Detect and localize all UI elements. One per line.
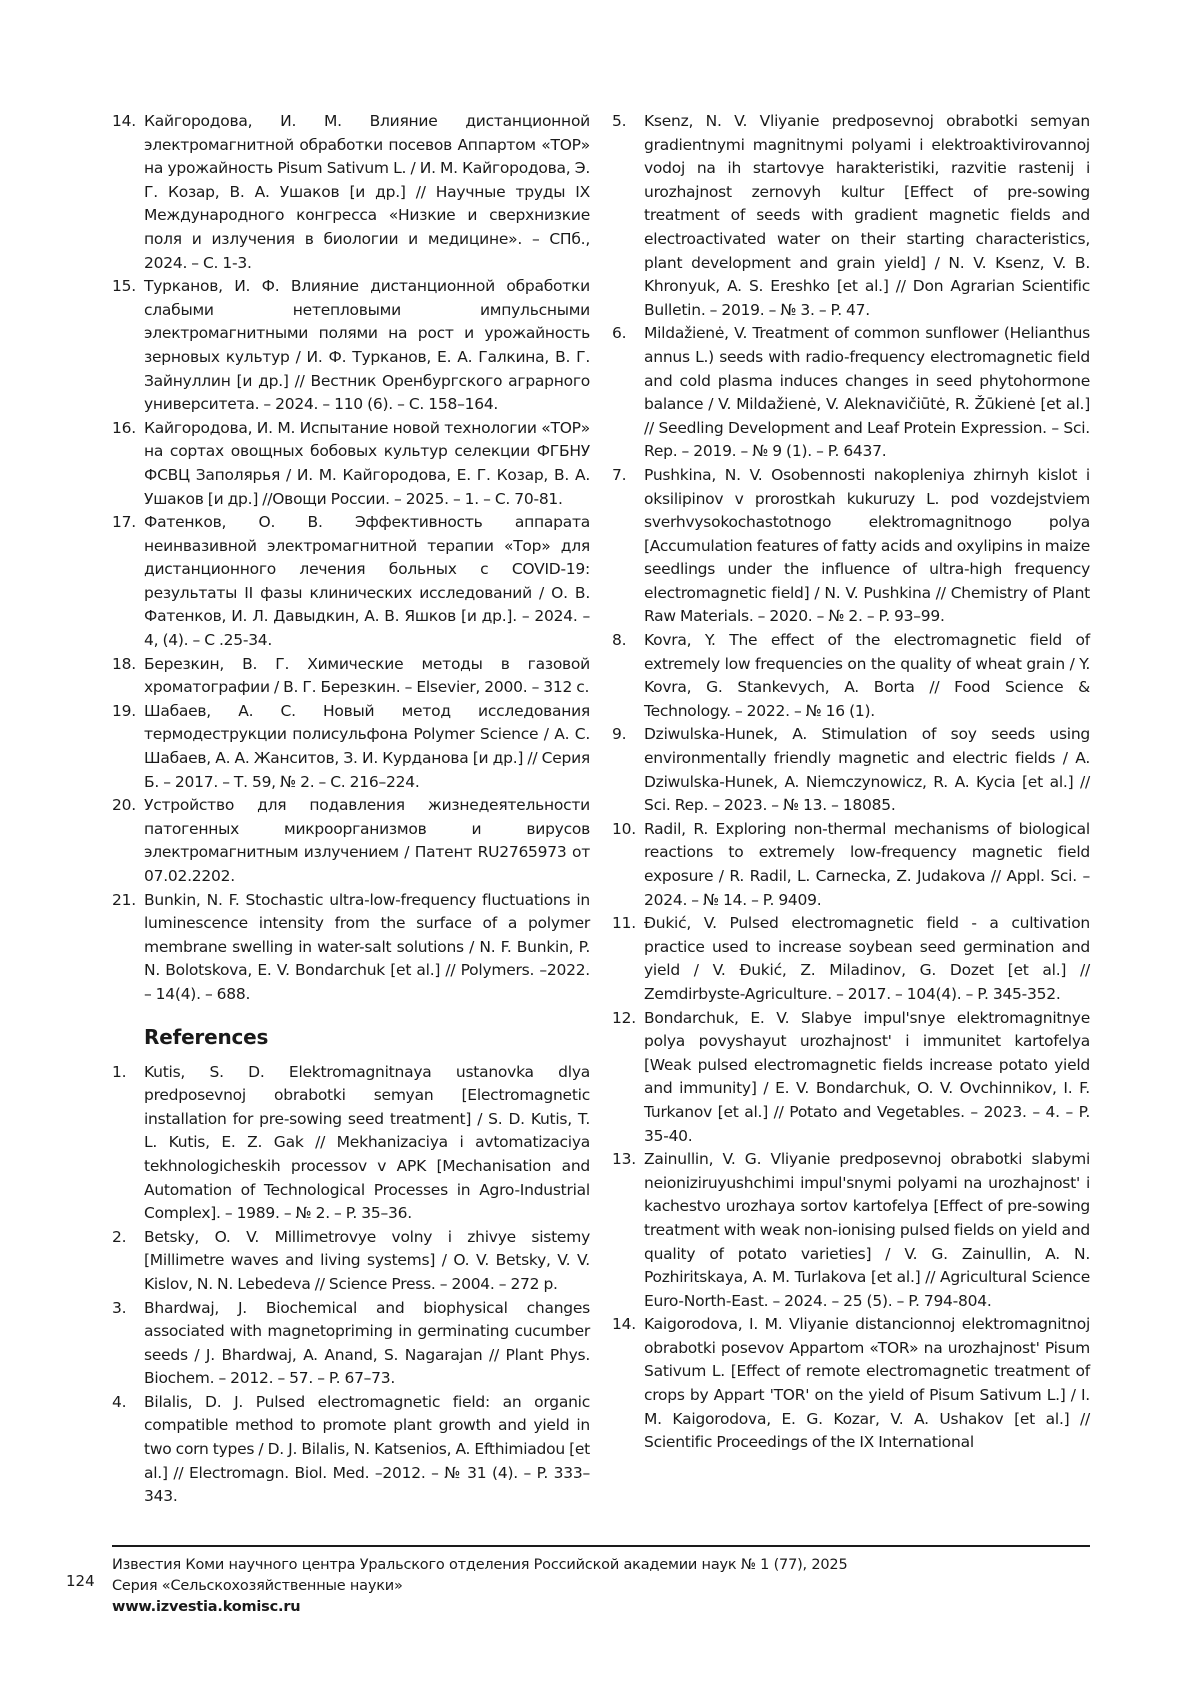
footer-divider — [112, 1545, 1090, 1547]
reference-item — [112, 1297, 590, 1391]
reference-item — [112, 110, 590, 275]
reference-text: Березкин, В. Г. Химические методы в газовой хроматографии / В. Г. Березкин. – Elsevier, 2000. – 312 с. — [144, 655, 590, 697]
reference-number: 10. — [612, 818, 636, 842]
reference-item — [112, 889, 590, 1007]
reference-number: 12. — [612, 1007, 636, 1031]
reference-text: Кайгородова, И. М. Влияние дистанционной электромагнитной обработки посевов Аппартом «ТОР» на урожайность Pisum Sativum L. / И. М. Кайгородова, Э. Г. Козар, В. А. Ушаков [и др.] // Научные труды IX Международного конгресса «Низкие и сверхнизкие поля и излучения в биологии и медицине». – СПб., 2024. – С. 1-3. — [144, 112, 590, 272]
reference-item — [112, 653, 590, 700]
reference-number: 1. — [112, 1061, 126, 1085]
reference-item — [112, 700, 590, 794]
reference-text: Mildažienė, V. Treatment of common sunflower (Helianthus annus L.) seeds with radio-frequency electromagnetic field and cold plasma induces changes in seed phytohormone balance / V. Mildažienė, V. Aleknavičiūtė, R. Žūkienė [et al.] // Seedling Development and Leaf Protein Expression. – Sci. Rep. – 2019. – № 9 (1). – P. 6437. — [644, 324, 1090, 460]
reference-text: Турканов, И. Ф. Влияние дистанционной обработки слабыми нетепловыми импульсными электромагнитными полями на рост и урожайность зерновых культур / И. Ф. Турканов, Е. А. Галкина, В. Г. Зайнуллин [и др.] // Вестник Оренбургского аграрного университета. – 2024. – 110 (6). – С. 158–164. — [144, 277, 590, 413]
reference-item — [612, 912, 1090, 1006]
reference-item — [612, 1313, 1090, 1455]
reference-item — [612, 1148, 1090, 1313]
reference-item — [112, 1226, 590, 1297]
reference-text: Kaigorodova, I. M. Vliyanie distancionnoj elektromagnitnoj obrabotki posevov Appartom «TOR» na urozhajnost' Pisum Sativum L. [Effect of remote electromagnetic treatment of crops by Appart 'TOR' on the yield of Pisum Sativum L.] / I. M. Kaigorodova, E. G. Kozar, V. A. Ushakov [et al.] // Scientific Proceedings of the IX International — [644, 1315, 1090, 1451]
english-reference-list — [112, 1061, 590, 1509]
reference-text: Кайгородова, И. М. Испытание новой технологии «ТОР» на сортах овощных бобовых культур селекции ФГБНУ ФСВЦ Заполярья / И. М. Кайгородова, Е. Г. Козар, В. А. Ушаков [и др.] //Овощи России. – 2025. – 1. – С. 70-81. — [144, 419, 590, 508]
references-heading: References — [144, 1025, 590, 1049]
reference-text: Đukić, V. Pulsed electromagnetic field - a cultivation practice used to increase soybean seed germination and yield / V. Đukić, Z. Miladinov, G. Dozet [et al.] // Zemdirbyste-Agriculture. – 2017. – 104(4). – P. 345-352. — [644, 914, 1090, 1003]
journal-series-line: Серия «Сельскохозяйственные науки» — [112, 1576, 847, 1597]
reference-item — [112, 275, 590, 417]
reference-number: 6. — [612, 322, 626, 346]
reference-text: Zainullin, V. G. Vliyanie predposevnoj obrabotki slabymi neioniziruyushchimi impul'snymi polyami na urozhajnost' i kachestvo urozhaya sortov kartofelya [Effect of pre-sowing treatment with weak non-ionising pulsed fields on yield and quality of potato varieties] / V. G. Zainullin, A. N. Pozhiritskaya, A. M. Turlakova [et al.] // Agricultural Science Euro-North-East. – 2024. – 25 (5). – P. 794-804. — [644, 1150, 1090, 1310]
reference-number: 19. — [112, 700, 136, 724]
reference-number: 16. — [112, 417, 136, 441]
reference-number: 20. — [112, 794, 136, 818]
right-column — [612, 110, 1090, 1455]
reference-text: Устройство для подавления жизнедеятельности патогенных микроорганизмов и вирусов электромагнитным излучением / Патент RU2765973 от 07.02.2202. — [144, 796, 590, 885]
reference-number: 5. — [612, 110, 626, 134]
reference-item — [112, 1061, 590, 1226]
reference-text: Dziwulska-Hunek, A. Stimulation of soy seeds using environmentally friendly magnetic and electric fields / A. Dziwulska-Hunek, A. Niemczynowicz, R. A. Kycia [et al.] // Sci. Rep. – 2023. – № 13. – 18085. — [644, 725, 1090, 814]
reference-text: Bunkin, N. F. Stochastic ultra-low-frequency fluctuations in luminescence intensity from the surface of a polymer membrane swelling in water-salt solutions / N. F. Bunkin, P. N. Bolotskova, E. V. Bondarchuk [et al.] // Polymers. –2022. – 14(4). – 688. — [144, 891, 590, 1003]
reference-text: Betsky, O. V. Millimetrovye volny i zhivye sistemy [Millimetre waves and living systems] / O. V. Betsky, V. V. Kislov, N. N. Lebedeva // Science Press. – 2004. – 272 p. — [144, 1228, 590, 1293]
reference-number: 8. — [612, 629, 626, 653]
reference-text: Pushkina, N. V. Osobennosti nakopleniya zhirnyh kislot i oksilipinov v prorostkah kukuruzy L. pod vozdejstviem sverhvysokochastotnogo elektromagnitnogo polya [Accumulation features of fatty acids and oxylipins in maize seedlings under the influence of ultra-high frequency electromagnetic field] / N. V. Pushkina // Chemistry of Plant Raw Materials. – 2020. – № 2. – P. 93–99. — [644, 466, 1090, 626]
reference-text: Фатенков, О. В. Эффективность аппарата неинвазивной электромагнитной терапии «Тор» для дистанционного лечения больных с COVID-19: результаты II фазы клинических исследований / О. В. Фатенков, И. Л. Давыдкин, А. В. Яшков [и др.]. – 2024. – 4, (4). – С .25-34. — [144, 513, 590, 649]
left-column — [112, 110, 590, 1509]
reference-item — [612, 110, 1090, 322]
reference-number: 21. — [112, 889, 136, 913]
reference-text: Шабаев, А. С. Новый метод исследования термодеструкции полисульфона Polymer Science / А. С. Шабаев, А. А. Жанситов, З. И. Курданова [и др.] // Серия Б. – 2017. – Т. 59, № 2. – С. 216–224. — [144, 702, 590, 791]
reference-number: 7. — [612, 464, 626, 488]
reference-text: Kovra, Y. The effect of the electromagnetic field of extremely low frequencies on the quality of wheat grain / Y. Kovra, G. Stankevych, A. Borta // Food Science & Technology. – 2022. – № 16 (1). — [644, 631, 1090, 720]
reference-text: Ksenz, N. V. Vliyanie predposevnoj obrabotki semyan gradientnymi magnitnymi polyami i elektroaktivirovannoj vodoj na ih startovye harakteristiki, razvitie rastenij i urozhajnost zernovyh kultur [Effect of pre-sowing treatment of seeds with gradient magnetic fields and electroactivated water on their starting characteristics, plant development and grain yield] / N. V. Ksenz, V. B. Khronyuk, A. S. Ereshko [et al.] // Don Agrarian Scientific Bulletin. – 2019. – № 3. – P. 47. — [644, 112, 1090, 319]
reference-text: Radil, R. Exploring non-thermal mechanisms of biological reactions to extremely low-frequency magnetic field exposure / R. Radil, L. Carnecka, Z. Judakova // Appl. Sci. – 2024. – № 14. – P. 9409. — [644, 820, 1090, 909]
journal-title-line: Известия Коми научного центра Уральского отделения Российской академии наук № 1 (77), 2025 — [112, 1555, 847, 1576]
reference-text: Bhardwaj, J. Biochemical and biophysical changes associated with magnetopriming in germinating cucumber seeds / J. Bhardwaj, A. Anand, S. Nagarajan // Plant Phys. Biochem. – 2012. – 57. – P. 67–73. — [144, 1299, 590, 1388]
reference-number: 13. — [612, 1148, 636, 1172]
reference-number: 18. — [112, 653, 136, 677]
reference-text: Bilalis, D. J. Pulsed electromagnetic field: an organic compatible method to promote plant growth and yield in two corn types / D. J. Bilalis, N. Katsenios, A. Efthimiadou [et al.] // Electromagn. Biol. Med. –2012. – № 31 (4). – P. 333–343. — [144, 1393, 590, 1505]
reference-item — [112, 1391, 590, 1509]
page-number: 124 — [66, 1572, 95, 1590]
reference-number: 3. — [112, 1297, 126, 1321]
reference-text: Kutis, S. D. Elektromagnitnaya ustanovka dlya predposevnoj obrabotki semyan [Electromagnetic installation for pre-sowing seed treatment] / S. D. Kutis, T. L. Kutis, E. Z. Gak // Mekhanizaciya i avtomatizaciya tekhnologicheskih processov v APK [Mechanisation and Automation of Technological Processes in Agro-Industrial Complex]. – 1989. – № 2. – P. 35–36. — [144, 1063, 590, 1223]
reference-number: 17. — [112, 511, 136, 535]
reference-number: 15. — [112, 275, 136, 299]
russian-reference-list — [112, 110, 590, 1007]
reference-item — [112, 511, 590, 653]
reference-number: 11. — [612, 912, 636, 936]
journal-url-link[interactable]: www.izvestia.komisc.ru — [112, 1597, 847, 1618]
reference-item — [112, 417, 590, 511]
reference-item — [612, 322, 1090, 464]
reference-item — [612, 629, 1090, 723]
reference-number: 2. — [112, 1226, 126, 1250]
reference-item — [612, 818, 1090, 912]
journal-footer — [112, 1555, 847, 1618]
english-reference-list-continued — [612, 110, 1090, 1455]
reference-item — [612, 464, 1090, 629]
reference-number: 14. — [612, 1313, 636, 1337]
reference-item — [112, 794, 590, 888]
reference-item — [612, 1007, 1090, 1149]
reference-text: Bondarchuk, E. V. Slabye impul'snye elektromagnitnye polya povyshayut urozhajnost' i immunitet kartofelya [Weak pulsed electromagnetic fields increase potato yield and immunity] / E. V. Bondarchuk, O. V. Ovchinnikov, I. F. Turkanov [et al.] // Potato and Vegetables. – 2023. – 4. – P. 35-40. — [644, 1009, 1090, 1145]
reference-item — [612, 723, 1090, 817]
reference-number: 4. — [112, 1391, 126, 1415]
reference-number: 9. — [612, 723, 626, 747]
reference-number: 14. — [112, 110, 136, 134]
